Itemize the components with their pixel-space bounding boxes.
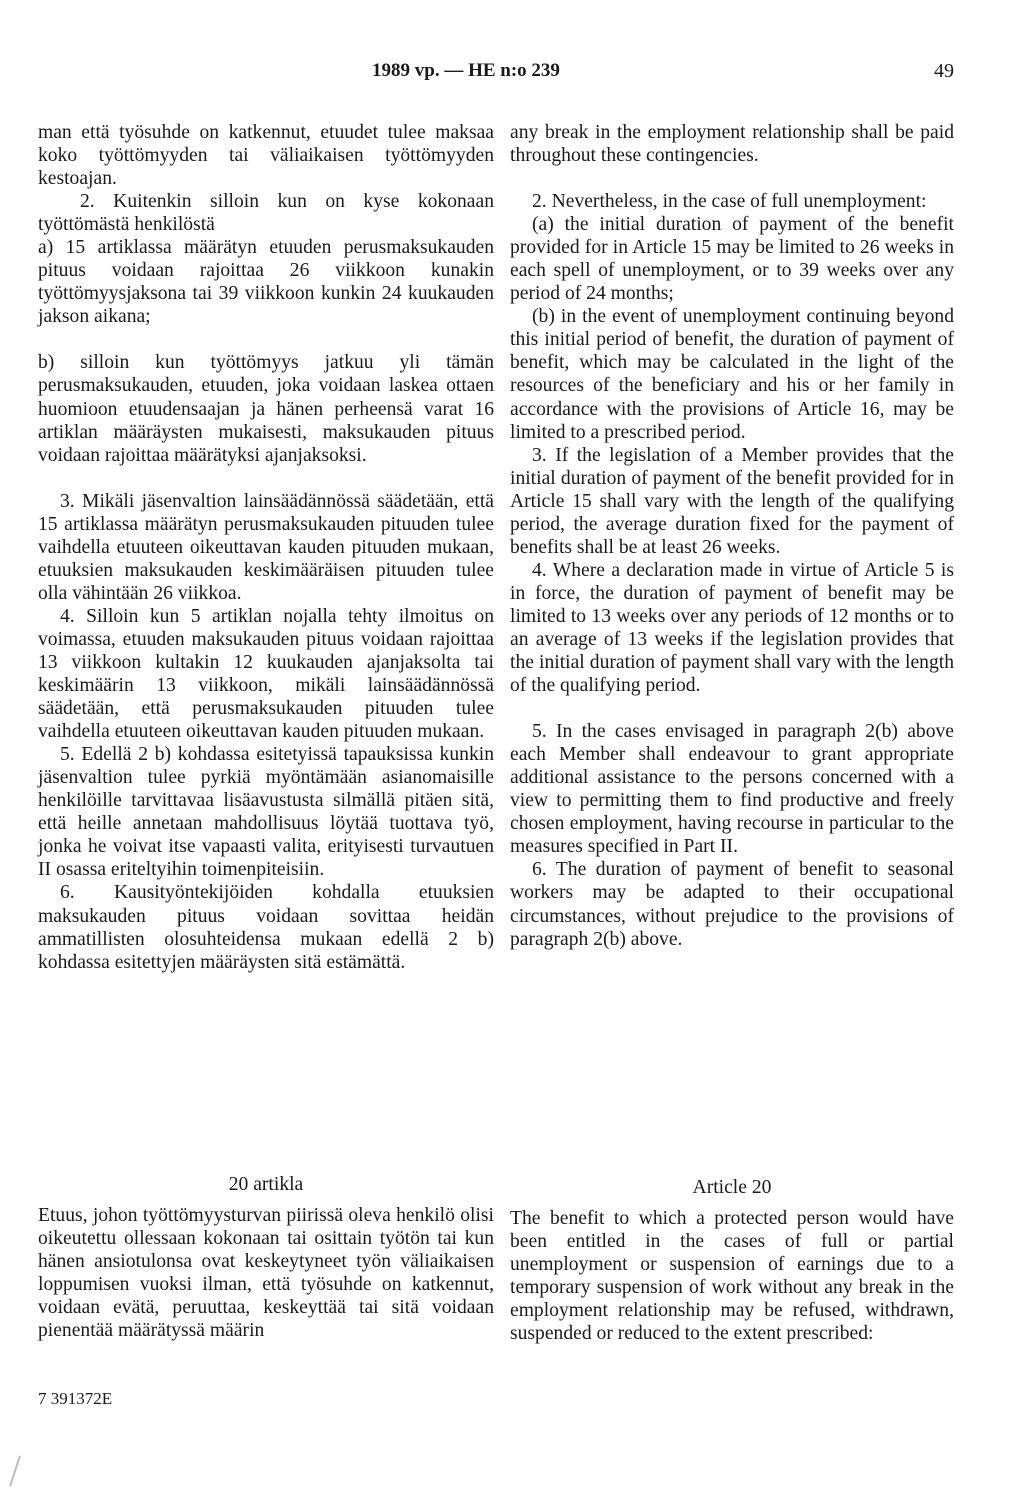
en-paragraph-4: 4. Where a declaration made in virtue of Article 5 is in force, the duration of payment of benefit may be limited to 13 weeks over any periods of 12 months or to an average of 13 weeks if the legislation provides that the initial duration of payment shall vary with the length of the qualifying period. <box>510 559 954 697</box>
spacer <box>38 467 494 490</box>
finnish-column <box>38 121 494 974</box>
fi-article-text: Etuus, johon työttömyysturvan piirissä oleva henkilö olisi oikeutettu ollessaan kokonaan tai osittain työtön tai kun hänen ansiotulonsa ovat keskeytyneet työn väliaikaisen loppumisen vuoksi ilman, että työsuhde on katkennut, voidaan evätä, peruuttaa, keskeyttää tai sitä voidaan pienentää määrätyssä määrin <box>38 1205 494 1342</box>
spacer <box>510 697 954 720</box>
en-paragraph-5: 5. In the cases envisaged in paragraph 2(b) above each Member shall endeavour to grant appropriate additional assistance to the persons concerned with a view to permitting them to find productive and freely chosen employment, having recourse in particular to the measures specified in Part II. <box>510 721 954 858</box>
en-article-20 <box>510 1176 954 1345</box>
en-paragraph-continuation: any break in the employment relationship shall be paid throughout these contingencies. <box>510 122 954 167</box>
fi-paragraph-4: 4. Silloin kun 5 artiklan nojalla tehty ilmoitus on voimassa, etuuden maksukauden pituus voidaan rajoittaa 13 viikkoon kultakin 12 kuukauden ajanjaksolta tai keskimäärin 13 viikkoon, mikäli lainsäädännössä säädetään, että perusmaksukauden pituuden tulee vaihdella etuuteen oikeuttavan kauden pituuden mukaan. <box>38 605 494 743</box>
en-article-text: The benefit to which a protected person would have been entitled in the cases of full or partial unemployment or suspension of earnings due to a temporary suspension of work without any break in the employment relationship may be refused, withdrawn, suspended or reduced to the extent prescribed: <box>510 1208 954 1345</box>
en-paragraph-2: 2. Nevertheless, in the case of full unemployment: <box>532 191 927 213</box>
en-paragraph-6: 6. The duration of payment of benefit to seasonal workers may be adapted to their occupational circumstances, without prejudice to the provisions of paragraph 2(b) above. <box>510 859 954 950</box>
fi-paragraph-5: 5. Edellä 2 b) kohdassa esitetyissä tapauksissa kunkin jäsenvaltion tulee pyrkiä myöntämään asianomaisille henkilöille tarvittavaa lisäavustusta silmällä pitäen sitä, että heille annetaan mahdollisuus löytää tuottava työ, jonka he voivat itse vapaasti valita, erityisesti turvautuen II osassa eriteltyihin toimenpiteisiin. <box>38 744 494 881</box>
en-article-heading: Article 20 <box>692 1177 772 1198</box>
en-paragraph-2a: (a) the initial duration of payment of the benefit provided for in Article 15 may be limited to 26 weeks in each spell of unemployment, or to 39 weeks over any period of 24 months; <box>510 214 954 305</box>
fi-paragraph-2b: b) silloin kun työttömyys jatkuu yli tämän perusmaksukauden, etuuden, joka voidaan laskea ottaen huomioon etuudensaajan ja hänen perheensä varat 16 artiklan määräysten mukaisesti, maksukauden pituus voidaan rajoittaa määrätyksi ajanjaksoksi. <box>38 352 494 466</box>
fi-paragraph-2a: a) 15 artiklassa määrätyn etuuden perusmaksukauden pituus voidaan rajoittaa 26 viikkoon kunakin työttömyysjaksona tai 39 viikkoon kunkin 24 kuukauden jakson aikana; <box>38 237 494 328</box>
page-header <box>0 60 1024 90</box>
fi-paragraph-2: 2. Kuitenkin silloin kun on kyse kokonaan työttömästä henkilöstä <box>38 191 494 236</box>
fi-paragraph-6: 6. Kausityöntekijöiden kohdalla etuuksien maksukauden pituus voidaan sovittaa heidän ammatillisten olosuhteidensa mukaan edellä 2 b) kohdassa esitettyjen määräysten sitä estämättä. <box>38 882 494 973</box>
document-title: 1989 vp. — HE n:o 239 <box>372 60 560 81</box>
scan-mark <box>9 1455 21 1486</box>
en-paragraph-2b: (b) in the event of unemployment continuing beyond this initial period of benefit, the duration of payment of benefit, which may be calculated in the light of the resources of the beneficiary and his or her family in accordance with the provisions of Article 16, may be limited to a prescribed period. <box>510 306 954 443</box>
fi-paragraph-continuation: man että työsuhde on katkennut, etuudet tulee maksaa koko työttömyyden tai väliaikaisen työttömyyden kestoajan. <box>38 122 494 190</box>
print-code: 7 391372E <box>38 1389 113 1408</box>
page-number: 49 <box>934 60 954 82</box>
fi-article-heading: 20 artikla <box>228 1174 304 1195</box>
spacer <box>38 328 494 351</box>
english-column <box>510 121 954 951</box>
fi-article-20 <box>38 1173 494 1342</box>
en-paragraph-3: 3. If the legislation of a Member provides that the initial duration of payment of the benefit provided for in Article 15 shall vary with the length of the qualifying period, the average duration fixed for the payment of benefits shall be at least 26 weeks. <box>510 444 954 558</box>
spacer <box>510 167 954 190</box>
fi-paragraph-3: 3. Mikäli jäsenvaltion lainsäädännössä säädetään, että 15 artiklassa määrätyn perusmaksukauden pituuden tulee vaihdella etuuteen oikeuttavan kauden pituuden mukaan, etuuksien maksukauden keskimääräisen pituuden tulee olla vähintään 26 viikkoa. <box>38 490 494 604</box>
